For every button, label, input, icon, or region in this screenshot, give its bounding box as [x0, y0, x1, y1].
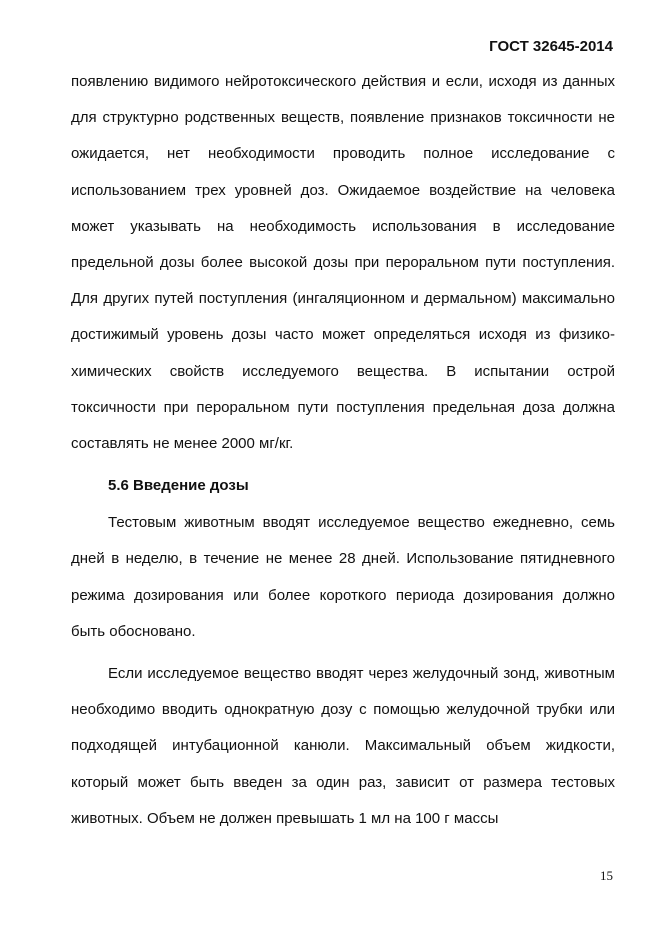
body-paragraph-continued: появлению видимого нейротоксического действия и если, исходя из данных для структурно родственных веществ, появление признаков токсичности не ожидается, нет необходимости проводить полное исследование с использованием трех уровней доз. Ожидаемое воздействие на человека может указывать на необходимость использования в исследование предельной дозы более высокой дозы при пероральном пути поступления. Для других путей поступления (ингаляционном и дермальном) максимально достижимый уровень дозы часто может определяться исходя из физико-химических свойств исследуемого вещества. В испытании острой токсичности при пероральном пути поступления предельная доза должна составлять не менее 2000 мг/кг.	[71, 73, 615, 453]
page-content	[71, 64, 615, 837]
body-paragraph-gavage: Если исследуемое вещество вводят через желудочный зонд, животным необходимо вводить однократную дозу с помощью желудочной трубки или подходящей интубационной канюли. Максимальный объем жидкости, который может быть введен за один раз, зависит от размера тестовых животных. Объем не должен превышать 1 мл на 100 г массы	[71, 665, 615, 827]
page-number: 15	[600, 868, 613, 883]
document-code-header: ГОСТ 32645-2014	[489, 38, 613, 55]
section-heading-dose-administration: 5.6 Введение дозы	[108, 477, 249, 495]
body-paragraph-dosing-schedule: Тестовым животным вводят исследуемое вещество ежедневно, семь дней в неделю, в течение не менее 28 дней. Использование пятидневного режима дозирования или более короткого периода дозирования должно быть обосновано.	[71, 514, 615, 640]
